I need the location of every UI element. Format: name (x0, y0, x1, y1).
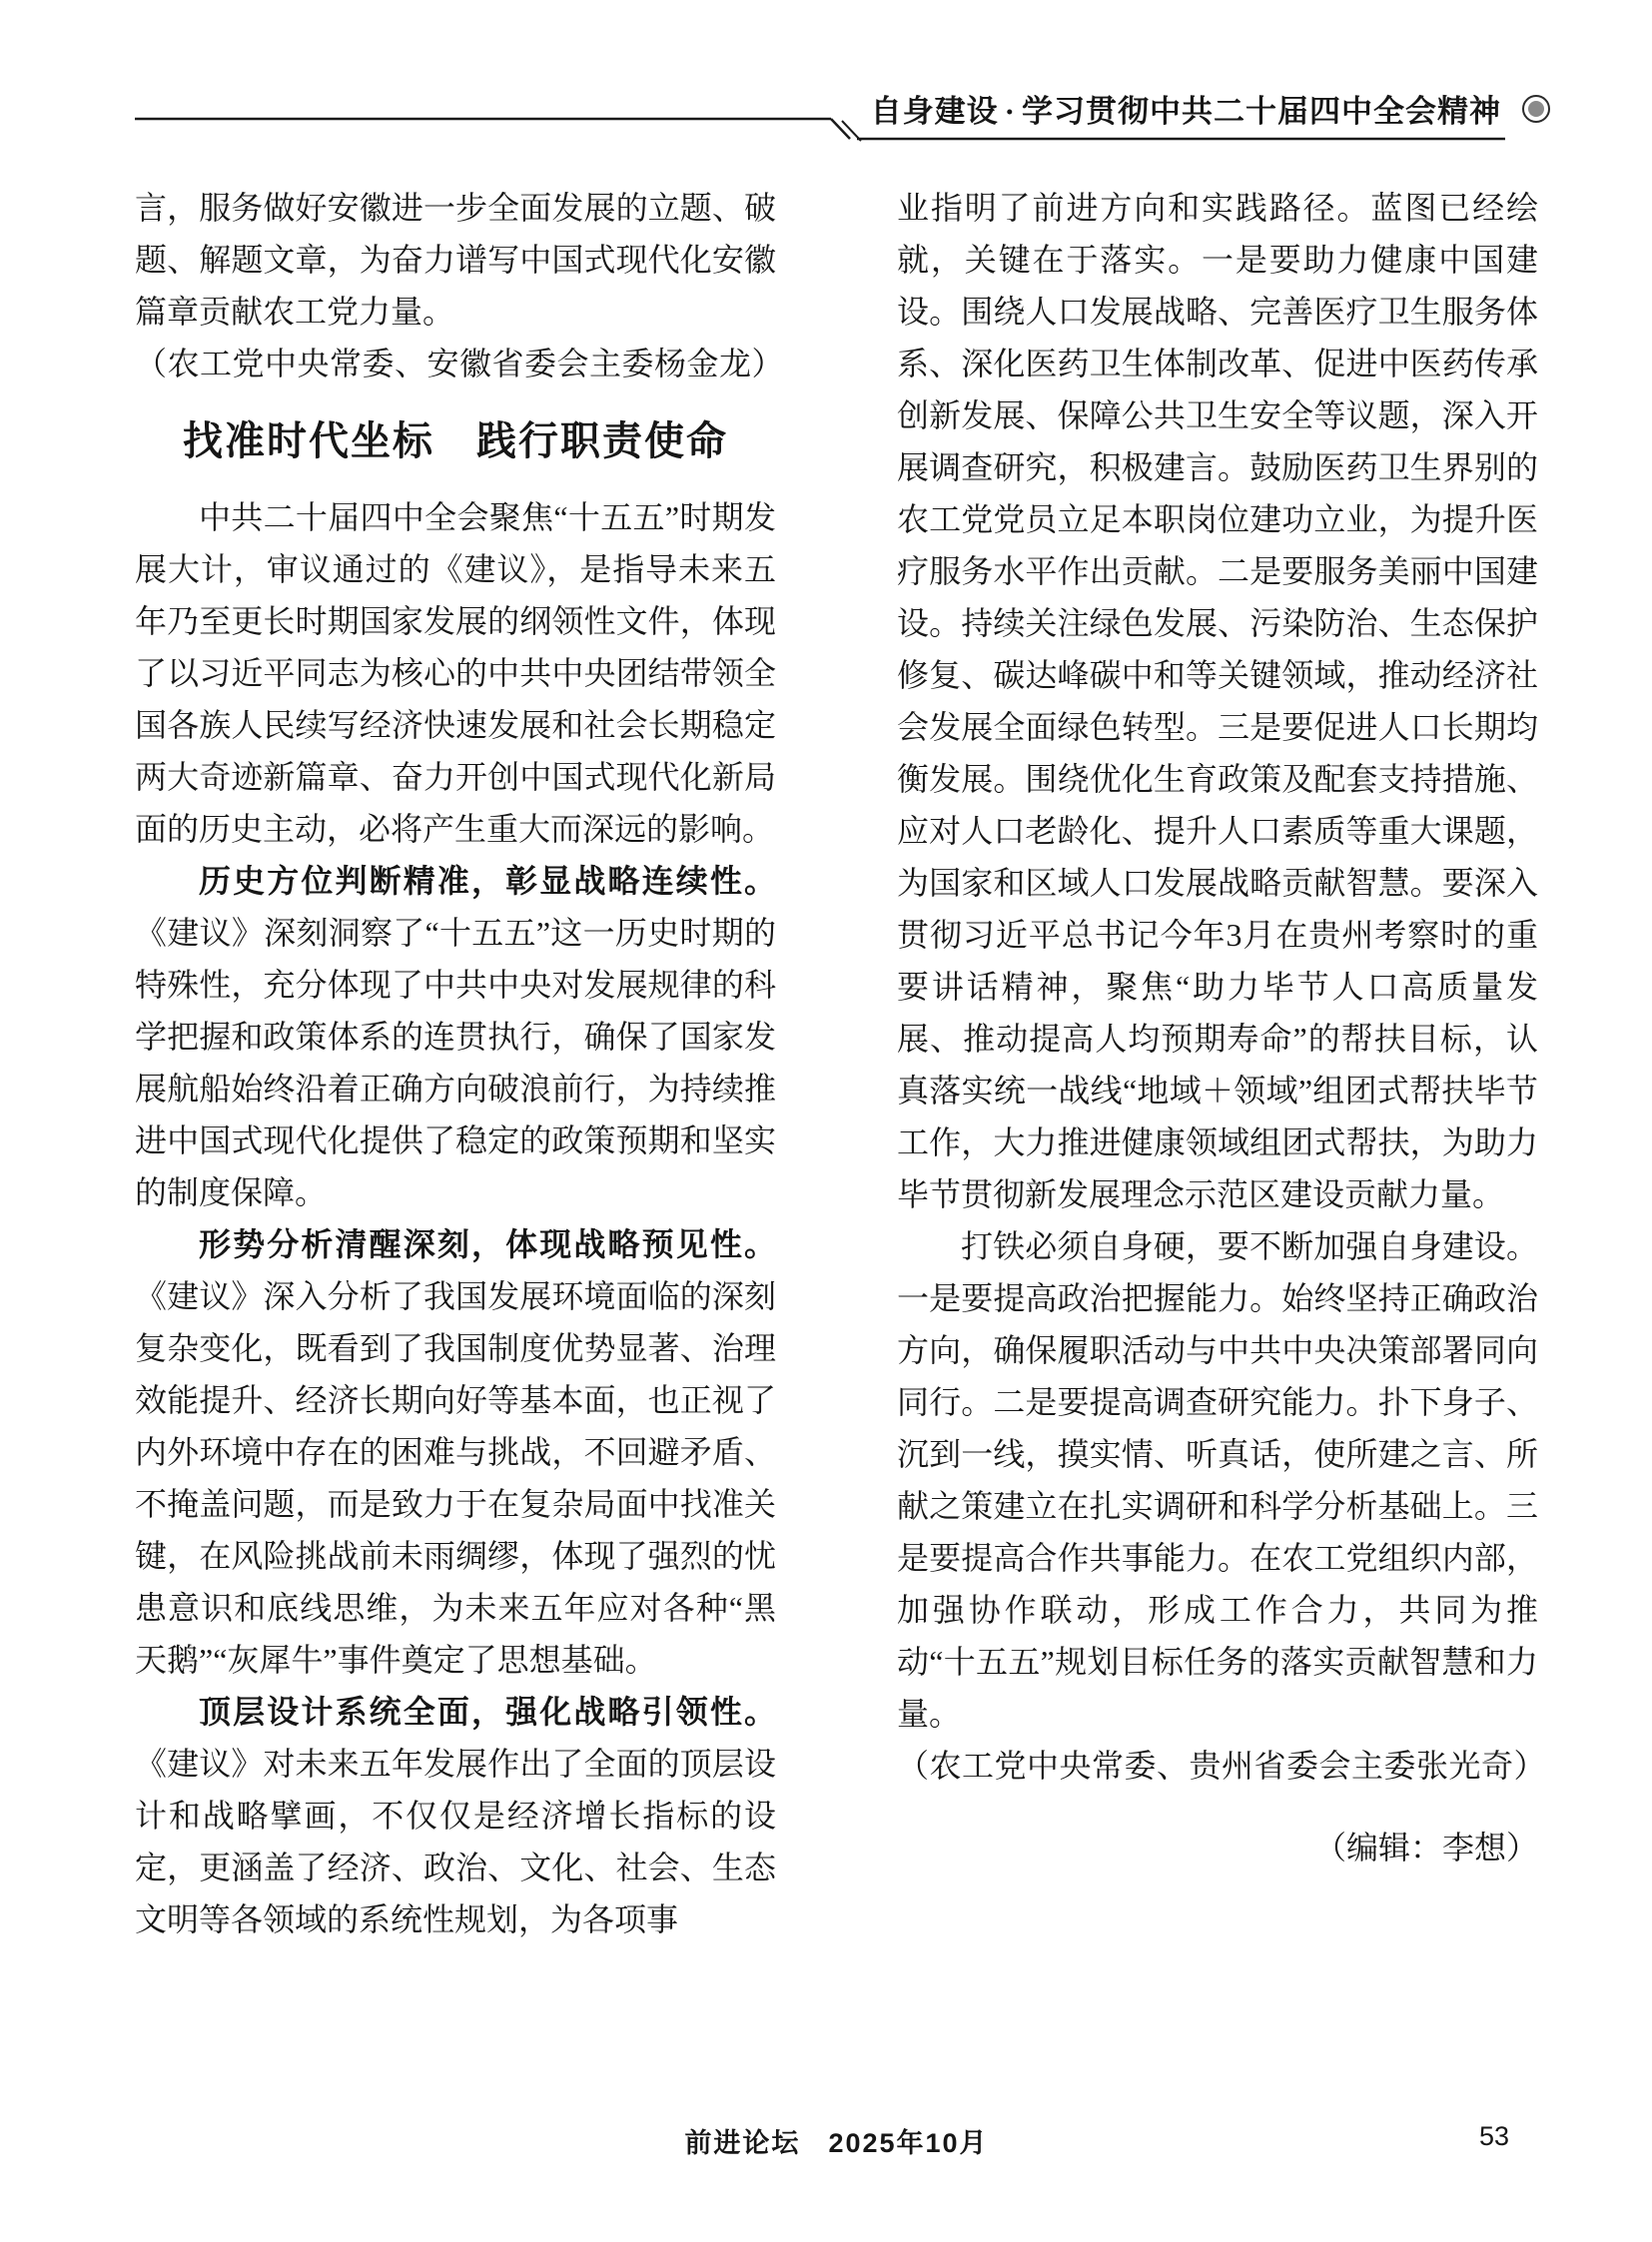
header-rule-lines (135, 0, 1538, 160)
paragraph-history-lead: 历史方位判断精准，彰显战略连续性。 (199, 863, 776, 899)
paragraph-overview-text: 中共二十届四中全会聚焦“十五五”时期发展大计，审议通过的《建议》，是指导未来五年乃至更长时期国家发展的纲领性文件，体现了以习近平同志为核心的中共中央团结带领全国各族人民续写经济快速发展和社会长期稳定两大奇迹新篇章、奋力开创中国式现代化新局面的历史主动，必将产生重大而深远的影响。 (135, 499, 776, 847)
byline-guizhou: （农工党中央常委、贵州省委会主委张光奇） (897, 1748, 1547, 1784)
header-rule (135, 0, 1538, 160)
paragraph-history-text: 《建议》深刻洞察了“十五五”这一历史时期的特殊性，充分体现了中共中央对发展规律的科学把握和政策体系的连贯执行，确保了国家发展航船始终沿着正确方向破浪前行，为持续推进中国式现代化提供了稳定的政策预期和坚实的制度保障。 (135, 915, 776, 1210)
article-title: 找准时代坐标 践行职责使命 (183, 419, 728, 463)
paragraph-situation-lead: 形势分析清醒深刻，体现战略预见性。 (199, 1226, 776, 1262)
paragraph-history (135, 855, 776, 1218)
page-number: 53 (1479, 2121, 1510, 2151)
editor-note: （编辑：李想） (1313, 1830, 1538, 1866)
paragraph-design (135, 1686, 776, 1945)
paragraph-overview (135, 491, 776, 855)
paragraph-mission (897, 182, 1538, 1220)
paragraph-selfbuilding (897, 1220, 1538, 1740)
byline-anhui: （农工党中央常委、安徽省委会主委杨金龙） (135, 346, 785, 381)
running-head-topic: 学习贯彻中共二十届四中全会精神 (1022, 94, 1501, 129)
section-bullet-dot (1528, 101, 1544, 117)
running-head (0, 86, 1501, 131)
paragraph-situation-text: 《建议》深入分析了我国发展环境面临的深刻复杂变化，既看到了我国制度优势显著、治理效能提升、经济长期向好等基本面，也正视了内外环境中存在的困难与挑战，不回避矛盾、不掩盖问题，而是致力于在复杂局面中找准关键，在风险挑战前未雨绸缪，体现了强烈的忧患意识和底线思维，为未来五年应对各种“黑天鹅”“灰犀牛”事件奠定了思想基础。 (135, 1278, 776, 1678)
running-head-section: 自身建设 (870, 94, 999, 129)
paragraph-selfbuilding-text: 打铁必须自身硬，要不断加强自身建设。一是要提高政治把握能力。始终坚持正确政治方向，确保履职活动与中共中央决策部署同向同行。二是要提高调查研究能力。扑下身子、沉到一线，摸实情、听真话，使所建之言、所献之策建立在扎实调研和科学分析基础上。三是要提高合作共事能力。在农工党组织内部，加强协作联动，形成工作合力，共同为推动“十五五”规划目标任务的落实贡献智慧和力量。 (897, 1228, 1538, 1732)
paragraph-mission-text: 业指明了前进方向和实践路径。蓝图已经绘就，关键在于落实。一是要助力健康中国建设。围绕人口发展战略、完善医疗卫生服务体系、深化医药卫生体制改革、促进中医药传承创新发展、保障公共卫生安全等议题，深入开展调查研究，积极建言。鼓励医药卫生界别的农工党党员立足本职岗位建功立业，为提升医疗服务水平作出贡献。二是要服务美丽中国建设。持续关注绿色发展、污染防治、生态保护修复、碳达峰碳中和等关键领域，推动经济社会发展全面绿色转型。三是要促进人口长期均衡发展。围绕优化生育政策及配套支持措施、应对人口老龄化、提升人口素质等重大课题，为国家和区域人口发展战略贡献智慧。要深入贯彻习近平总书记今年3月在贵州考察时的重要讲话精神，聚焦“助力毕节人口高质量发展、推动提高人均预期寿命”的帮扶目标，认真落实统一战线“地域＋领域”组团式帮扶毕节工作，大力推进健康领域组团式帮扶，为助力毕节贯彻新发展理念示范区建设贡献力量。 (897, 190, 1538, 1212)
article-body (135, 182, 1547, 1945)
continued-paragraph: 言，服务做好安徽进一步全面发展的立题、破题、解题文章，为奋力谱写中国式现代化安徽篇章贡献农工党力量。 (135, 190, 776, 330)
right-column (897, 182, 1547, 1945)
left-column (135, 182, 785, 1945)
paragraph-design-lead: 顶层设计系统全面，强化战略引领性。 (199, 1694, 776, 1730)
footer-issue: 2025年10月 (828, 2128, 989, 2158)
footer (135, 2121, 1538, 2160)
running-head-separator: · (1004, 94, 1016, 129)
paragraph-situation (135, 1218, 776, 1686)
footer-journal-name: 前进论坛 (684, 2128, 801, 2158)
section-bullet-icon (1522, 95, 1550, 123)
paragraph-design-text: 《建议》对未来五年发展作出了全面的顶层设计和战略擘画，不仅仅是经济增长指标的设定，更涵盖了经济、政治、文化、社会、生态文明等各领域的系统性规划，为各项事 (135, 1746, 776, 1937)
